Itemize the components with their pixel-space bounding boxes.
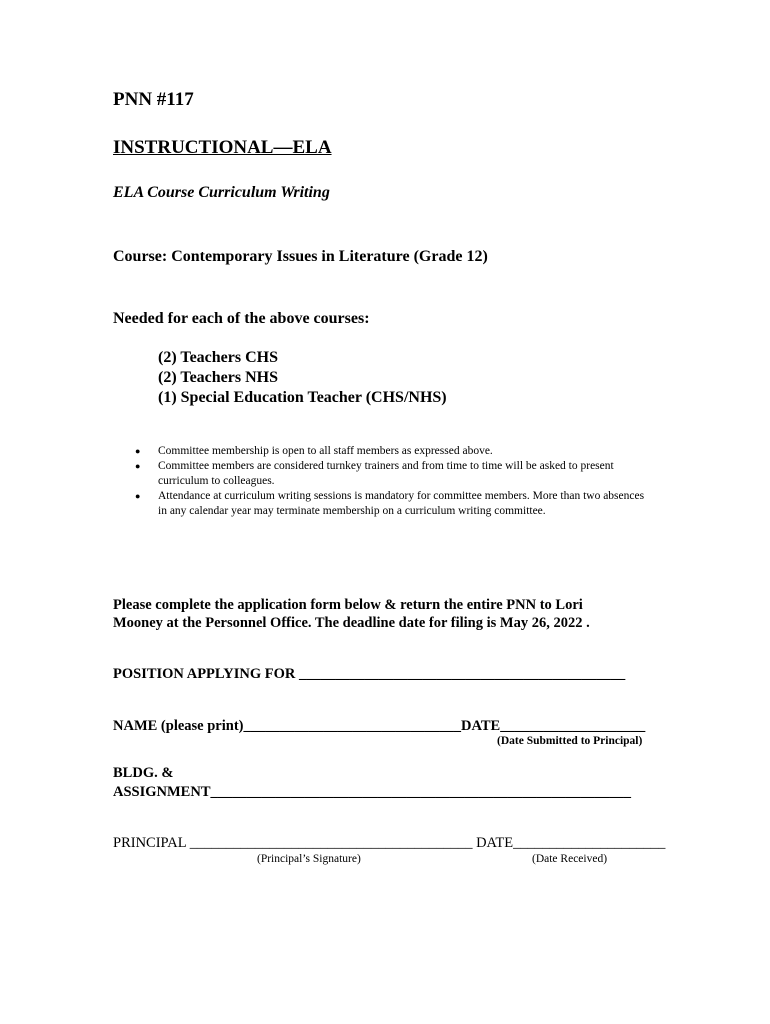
list-item-text: Attendance at curriculum writing sessions is mandatory for committee members. More than two absences in any calendar year may terminate membership on a curriculum writing committee. bbox=[158, 490, 645, 517]
list-item bbox=[135, 489, 653, 519]
list-item-text: Committee membership is open to all staff members as expressed above. bbox=[158, 445, 493, 457]
position-field[interactable]: _____________________________________________ bbox=[298, 666, 626, 682]
bullet-icon: ● bbox=[135, 491, 141, 501]
assignment-field[interactable]: __________________________________________________________ bbox=[210, 784, 631, 800]
bullet-icon: ● bbox=[135, 461, 141, 471]
principal-label: PRINCIPAL bbox=[113, 835, 187, 851]
list-item bbox=[135, 444, 653, 459]
needed-item: (2) Teachers CHS bbox=[158, 349, 278, 366]
needed-heading: Needed for each of the above courses: bbox=[113, 310, 370, 327]
subtitle: ELA Course Curriculum Writing bbox=[113, 184, 330, 201]
principal-signature-note: (Principal’s Signature) bbox=[257, 853, 361, 865]
committee-notes-list bbox=[135, 444, 653, 519]
principal-row bbox=[113, 835, 665, 852]
name-field[interactable]: ______________________________ bbox=[243, 718, 461, 734]
list-item bbox=[135, 459, 653, 489]
date-submitted-note: (Date Submitted to Principal) bbox=[497, 735, 643, 747]
pnn-number: PNN #117 bbox=[113, 89, 194, 110]
needed-item: (1) Special Education Teacher (CHS/NHS) bbox=[158, 389, 447, 406]
assignment-row bbox=[113, 784, 631, 801]
instructions-line: Mooney at the Personnel Office. The deadline date for filing is May 26, 2022 . bbox=[113, 615, 590, 631]
instructions-line: Please complete the application form below & return the entire PNN to Lori bbox=[113, 597, 583, 613]
date-field[interactable]: ____________________ bbox=[500, 718, 646, 734]
date-label: DATE bbox=[461, 718, 501, 734]
bldg-label: BLDG. & bbox=[113, 765, 174, 781]
position-label: POSITION APPLYING FOR bbox=[113, 666, 296, 682]
principal-signature-field[interactable]: _______________________________________ bbox=[189, 835, 473, 851]
assignment-label: ASSIGNMENT bbox=[113, 784, 211, 800]
bullet-icon: ● bbox=[135, 446, 141, 456]
name-label: NAME (please print) bbox=[113, 718, 244, 734]
position-row bbox=[113, 666, 625, 683]
course-line: Course: Contemporary Issues in Literature (Grade 12) bbox=[113, 248, 488, 265]
name-row bbox=[113, 718, 645, 735]
needed-item: (2) Teachers NHS bbox=[158, 369, 278, 386]
date-received-field[interactable]: _____________________ bbox=[513, 835, 666, 851]
date-received-note: (Date Received) bbox=[532, 853, 608, 865]
principal-date-label: DATE bbox=[476, 835, 514, 851]
category-heading: INSTRUCTIONAL—ELA bbox=[113, 137, 332, 158]
list-item-text: Committee members are considered turnkey trainers and from time to time will be asked to present curriculum to colleagues. bbox=[158, 460, 614, 487]
